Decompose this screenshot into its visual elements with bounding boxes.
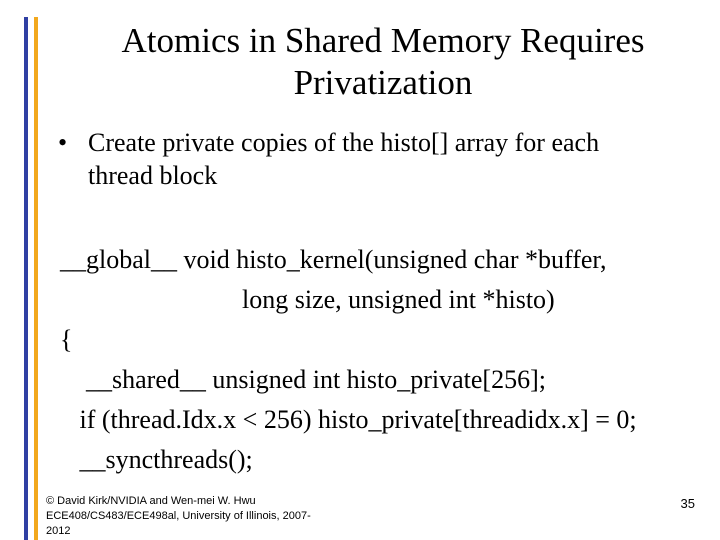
bullet-item — [58, 126, 678, 192]
bullet-dot-icon: • — [58, 128, 68, 157]
page-number: 35 — [680, 496, 695, 511]
slide-title — [70, 20, 696, 104]
code-line-2: long size, unsigned int *histo) — [60, 285, 555, 314]
code-block — [60, 240, 710, 480]
footer-line-3: 2012 — [46, 525, 71, 537]
code-line-6: __syncthreads(); — [60, 445, 253, 474]
bullet-text-line-1: Create private copies of the histo[] array for each — [88, 128, 600, 157]
code-line-5: if (thread.Idx.x < 256) histo_private[threadidx.x] = 0; — [60, 405, 637, 434]
code-line-3: { — [60, 325, 73, 354]
left-accent-bar-gold — [34, 17, 38, 540]
bullet-text-line-2: thread block — [88, 161, 218, 190]
left-accent-bar-blue — [24, 17, 28, 540]
code-line-4: __shared__ unsigned int histo_private[256]; — [60, 365, 546, 394]
slide-title-line-2: Privatization — [293, 63, 473, 102]
footer-line-2: ECE408/CS483/ECE498al, University of Illinois, 2007- — [46, 510, 311, 522]
copyright-footer — [46, 494, 376, 539]
footer-line-1: © David Kirk/NVIDIA and Wen-mei W. Hwu — [46, 495, 256, 507]
slide-title-line-1: Atomics in Shared Memory Requires — [121, 21, 645, 60]
code-line-1: __global__ void histo_kernel(unsigned char *buffer, — [60, 245, 607, 274]
